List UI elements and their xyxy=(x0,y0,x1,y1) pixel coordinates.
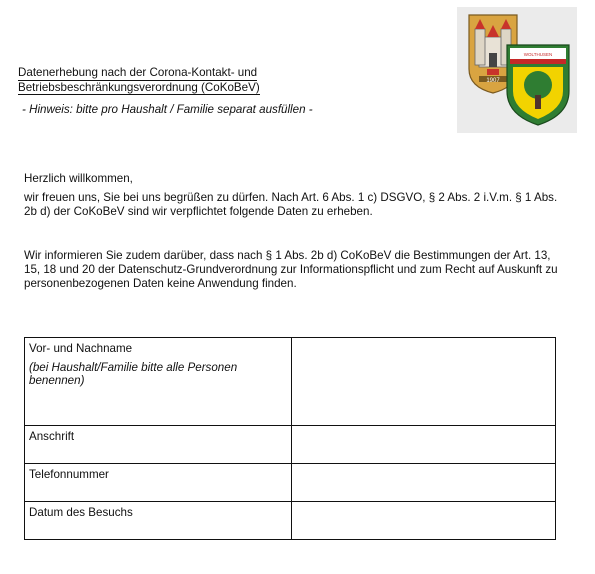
phone-field[interactable] xyxy=(292,464,556,502)
legal-paragraph-1: wir freuen uns, Sie bei uns begrüßen zu dürfen. Nach Art. 6 Abs. 1 c) DSGVO, § 2 Abs. 2 i.V.m. § 1 Abs. 2b d) der CoKoBeV sind wir verpflichtet folgende Daten zu erheben. xyxy=(24,191,558,218)
document-title xyxy=(18,66,260,95)
crest-name-text: WOLTHUSEN xyxy=(523,52,553,57)
form-row-name xyxy=(25,338,556,426)
title-line-1: Datenerhebung nach der Corona-Kontakt- und xyxy=(18,66,258,79)
date-field[interactable] xyxy=(292,502,556,540)
form-row-address xyxy=(25,426,556,464)
form-row-date xyxy=(25,502,556,540)
title-line-2: Betriebsbeschränkungsverordnung (CoKoBeV) xyxy=(18,80,260,94)
name-note: (bei Haushalt/Familie bitte alle Personen benennen) xyxy=(29,361,238,387)
crest-year-text: 1907 xyxy=(486,78,500,84)
fill-hint: - Hinweis: bitte pro Haushalt / Familie separat ausfüllen - xyxy=(22,103,313,116)
name-label-cell xyxy=(25,338,292,426)
crests-svg xyxy=(457,7,577,133)
name-label: Vor- und Nachname xyxy=(29,342,133,355)
address-field[interactable] xyxy=(292,426,556,464)
greeting-text: Herzlich willkommen, xyxy=(24,172,133,185)
address-label: Anschrift xyxy=(25,426,292,464)
legal-paragraph-2: Wir informieren Sie zudem darüber, dass nach § 1 Abs. 2b d) CoKoBeV die Bestimmungen der Art. 13, 15, 18 und 20 der Datenschutz-Grundverordnung zur Informationspflicht und zum Recht auf Auskunft zu personenbezogenen Daten keine Anwendung finden. xyxy=(24,249,558,290)
contact-form-table xyxy=(24,337,556,540)
crests-image xyxy=(457,7,577,133)
date-label: Datum des Besuchs xyxy=(25,502,292,540)
tree-crest-icon xyxy=(507,45,569,125)
form-row-phone xyxy=(25,464,556,502)
name-field[interactable] xyxy=(292,338,556,426)
phone-label: Telefonnummer xyxy=(25,464,292,502)
